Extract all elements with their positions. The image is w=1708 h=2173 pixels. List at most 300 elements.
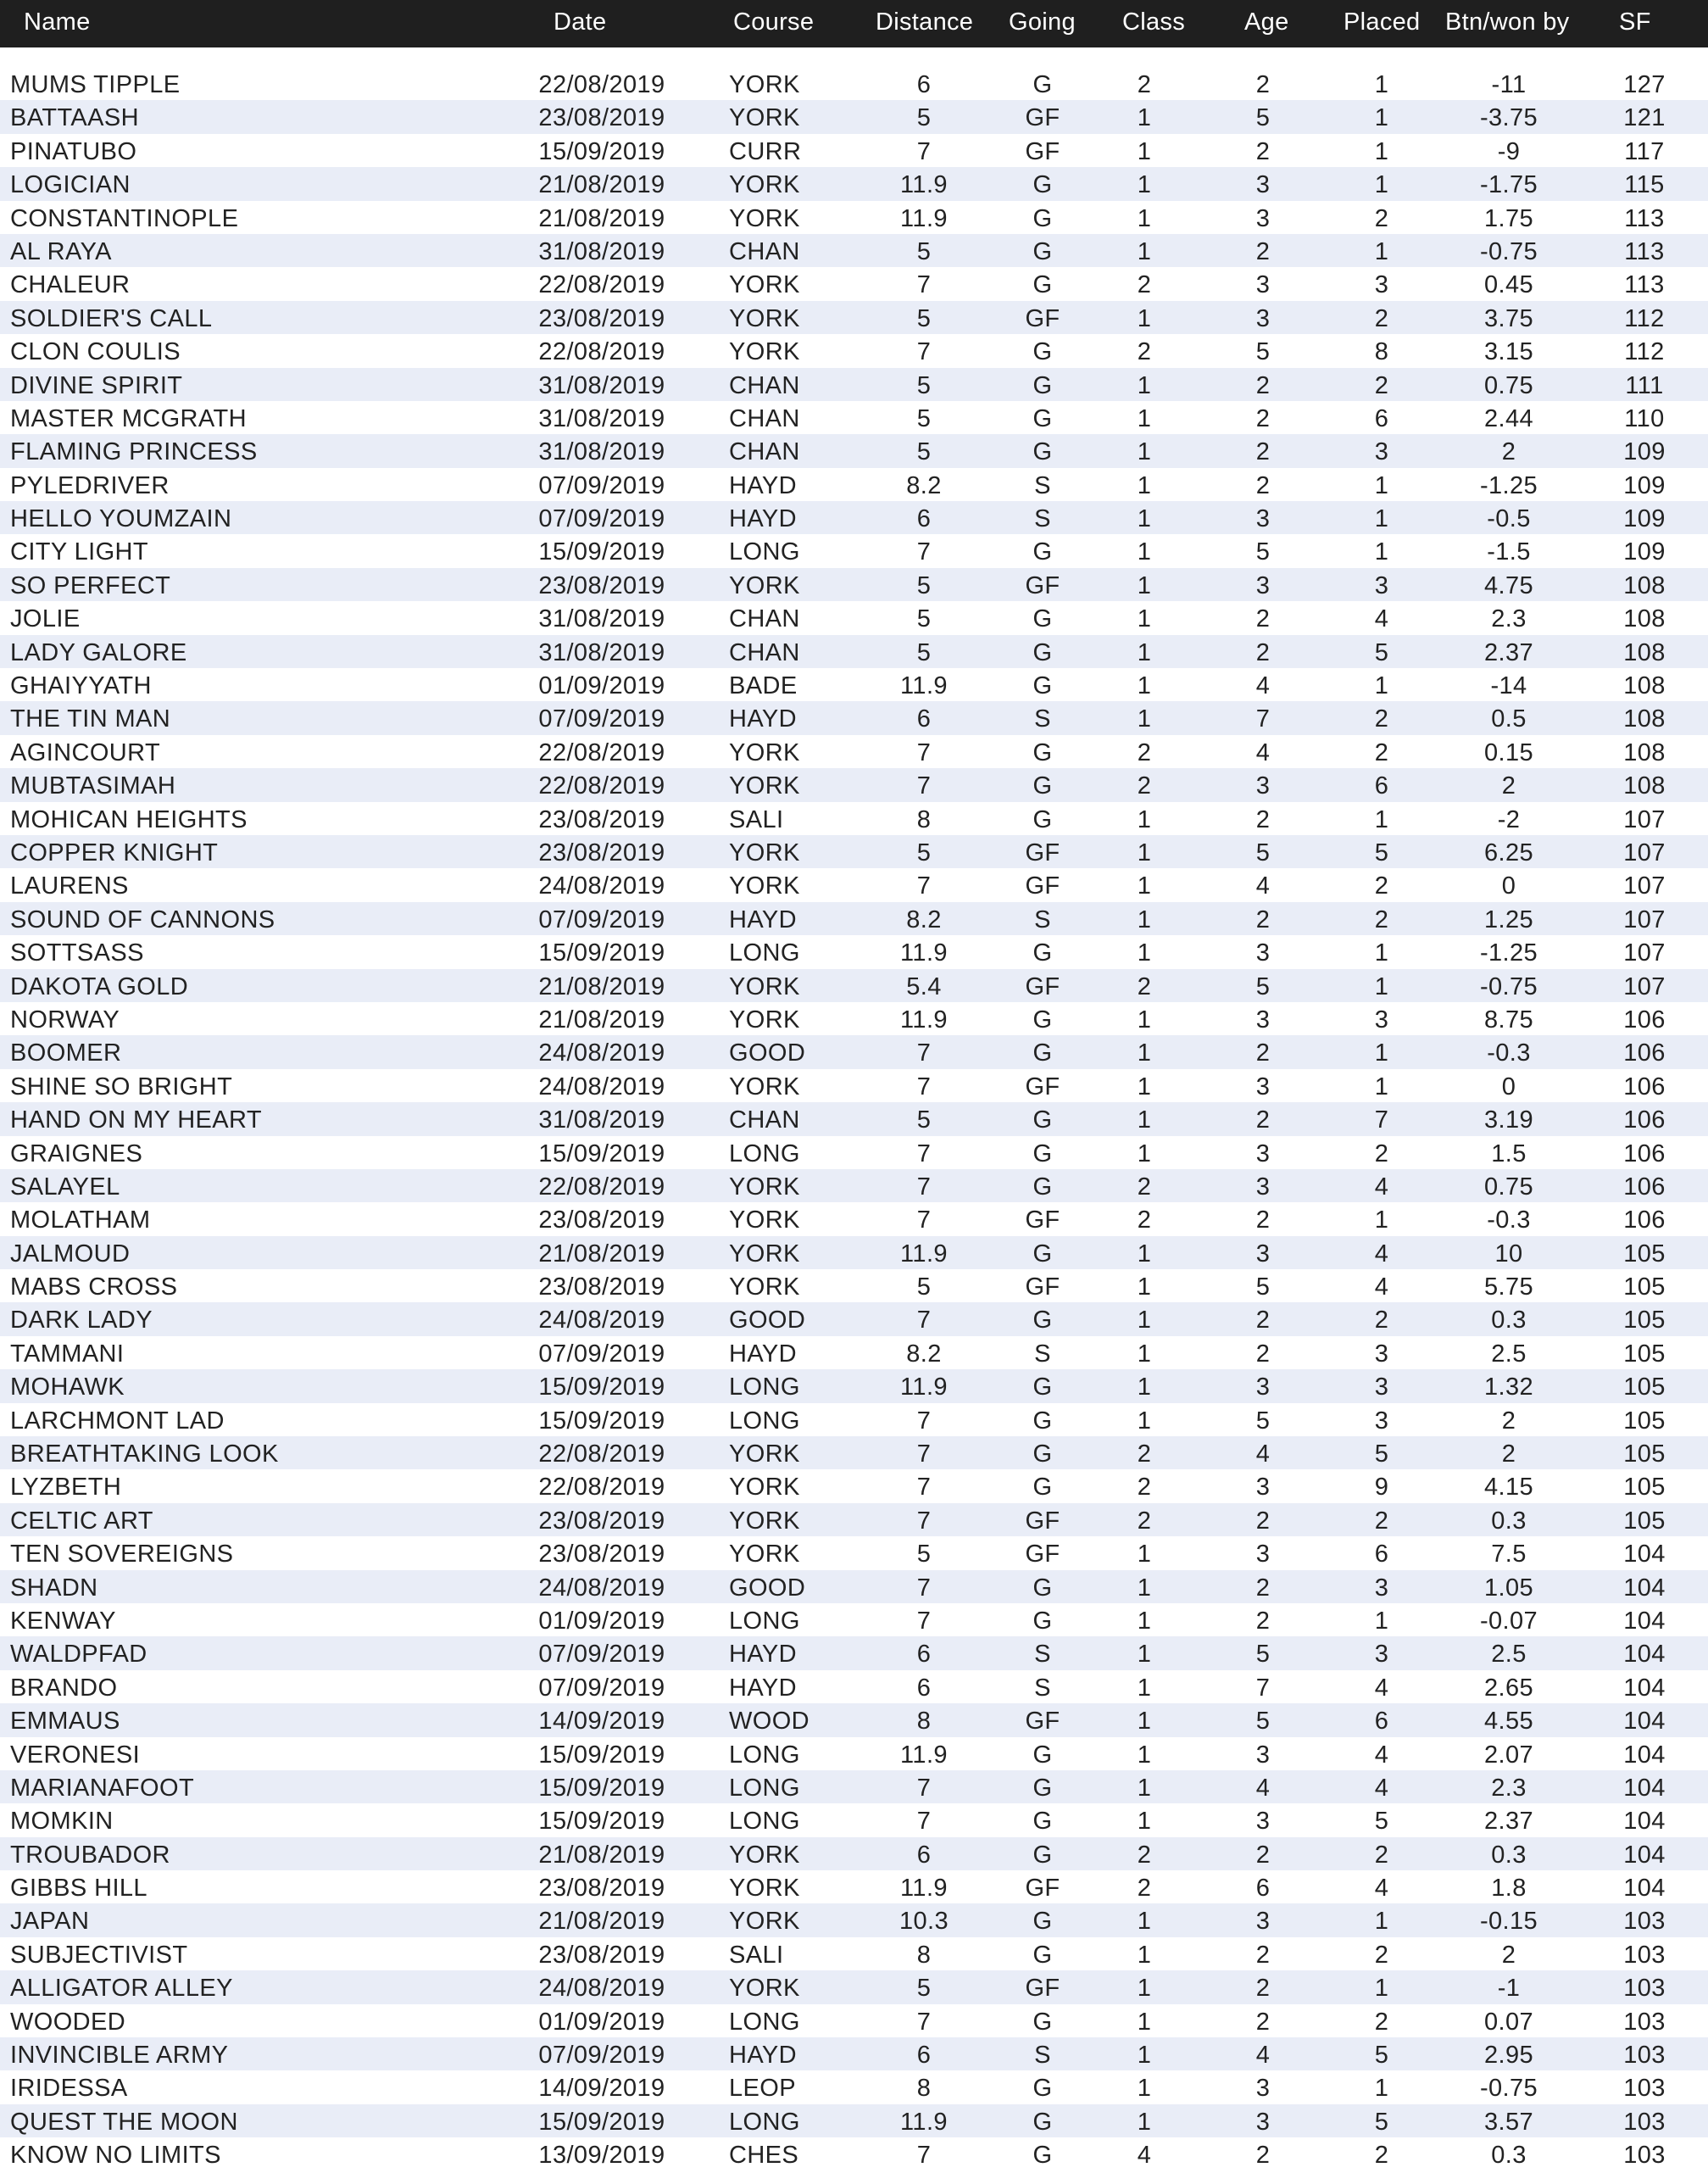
cell-course: LONG bbox=[729, 939, 800, 967]
cell-name: MASTER MCGRATH bbox=[10, 404, 247, 432]
cell-class: 1 bbox=[1137, 672, 1152, 700]
cell-placed: 8 bbox=[1374, 338, 1389, 366]
cell-name: WALDPFAD bbox=[10, 1641, 147, 1669]
cell-name: TEN SOVEREIGNS bbox=[10, 1541, 234, 1568]
cell-class: 1 bbox=[1137, 1674, 1152, 1702]
table-row[interactable] bbox=[0, 201, 1708, 234]
cell-distance: 11.9 bbox=[900, 1875, 948, 1903]
cell-course: LONG bbox=[729, 2008, 800, 2036]
cell-sf: 115 bbox=[1624, 171, 1665, 199]
cell-distance: 5 bbox=[916, 371, 932, 399]
cell-age: 3 bbox=[1255, 571, 1271, 599]
cell-btn-won-by: 0.3 bbox=[1491, 1507, 1527, 1535]
table-row[interactable] bbox=[0, 167, 1708, 200]
cell-going: S bbox=[1034, 505, 1051, 533]
cell-distance: 6 bbox=[916, 505, 932, 533]
cell-distance: 7 bbox=[916, 772, 932, 800]
table-row[interactable] bbox=[0, 301, 1708, 334]
cell-age: 3 bbox=[1255, 1373, 1271, 1401]
cell-sf: 103 bbox=[1623, 2142, 1666, 2170]
cell-placed: 2 bbox=[1374, 371, 1389, 399]
cell-course: YORK bbox=[729, 1474, 800, 1502]
table-row[interactable] bbox=[0, 401, 1708, 434]
header-distance[interactable]: Distance bbox=[876, 8, 974, 36]
cell-placed: 2 bbox=[1374, 304, 1389, 332]
cell-going: G bbox=[1032, 2075, 1053, 2103]
cell-distance: 11.9 bbox=[900, 1373, 948, 1401]
cell-date: 07/09/2019 bbox=[538, 1674, 665, 1702]
cell-age: 2 bbox=[1255, 1574, 1271, 1602]
cell-course: YORK bbox=[729, 71, 800, 98]
cell-going: G bbox=[1032, 1106, 1053, 1134]
table-row[interactable] bbox=[0, 434, 1708, 467]
cell-sf: 108 bbox=[1623, 738, 1666, 766]
cell-date: 07/09/2019 bbox=[538, 2042, 665, 2070]
table-row[interactable] bbox=[0, 267, 1708, 300]
cell-btn-won-by: -0.15 bbox=[1479, 1908, 1538, 1936]
header-name[interactable]: Name bbox=[24, 8, 91, 36]
cell-sf: 121 bbox=[1623, 104, 1666, 132]
cell-class: 2 bbox=[1137, 1474, 1152, 1502]
cell-age: 3 bbox=[1255, 2075, 1271, 2103]
table-row[interactable] bbox=[0, 1770, 1708, 1803]
table-row[interactable] bbox=[0, 2104, 1708, 2137]
cell-placed: 1 bbox=[1374, 137, 1389, 165]
cell-sf: 109 bbox=[1623, 538, 1666, 566]
cell-course: CHAN bbox=[729, 404, 800, 432]
cell-distance: 5 bbox=[916, 1975, 932, 2003]
table-row[interactable] bbox=[0, 735, 1708, 768]
cell-age: 2 bbox=[1255, 1975, 1271, 2003]
cell-placed: 3 bbox=[1374, 1407, 1389, 1435]
cell-date: 31/08/2019 bbox=[538, 438, 665, 466]
cell-name: BOOMER bbox=[10, 1039, 122, 1067]
cell-class: 1 bbox=[1137, 1073, 1152, 1100]
table-row[interactable] bbox=[0, 468, 1708, 501]
cell-btn-won-by: 0.15 bbox=[1483, 738, 1534, 766]
cell-class: 1 bbox=[1137, 1541, 1152, 1568]
cell-name: CLON COULIS bbox=[10, 338, 181, 366]
table-row[interactable] bbox=[0, 1035, 1708, 1068]
table-row[interactable] bbox=[0, 1903, 1708, 1936]
table-row[interactable] bbox=[0, 1436, 1708, 1469]
table-row[interactable] bbox=[0, 1636, 1708, 1669]
cell-going: G bbox=[1032, 1407, 1053, 1435]
cell-placed: 1 bbox=[1374, 505, 1389, 533]
cell-btn-won-by: 1.75 bbox=[1483, 204, 1534, 232]
cell-placed: 1 bbox=[1374, 104, 1389, 132]
table-row[interactable] bbox=[0, 2004, 1708, 2037]
cell-sf: 105 bbox=[1623, 1273, 1666, 1301]
cell-placed: 1 bbox=[1374, 1908, 1389, 1936]
cell-class: 1 bbox=[1137, 571, 1152, 599]
cell-going: G bbox=[1032, 237, 1053, 265]
table-row[interactable] bbox=[0, 1737, 1708, 1770]
cell-sf: 107 bbox=[1623, 805, 1666, 833]
cell-sf: 104 bbox=[1623, 1541, 1666, 1568]
table-row[interactable] bbox=[0, 1837, 1708, 1870]
cell-age: 2 bbox=[1255, 1340, 1271, 1368]
header-class[interactable]: Class bbox=[1122, 8, 1186, 36]
table-row[interactable] bbox=[0, 1369, 1708, 1402]
cell-course: HAYD bbox=[729, 471, 798, 499]
cell-placed: 2 bbox=[1374, 738, 1389, 766]
cell-btn-won-by: 4.15 bbox=[1483, 1474, 1534, 1502]
cell-placed: 1 bbox=[1374, 805, 1389, 833]
cell-distance: 11.9 bbox=[900, 1006, 948, 1034]
table-row[interactable] bbox=[0, 134, 1708, 167]
header-btn-won-by[interactable]: Btn/won by bbox=[1445, 8, 1570, 36]
cell-date: 23/08/2019 bbox=[538, 1273, 665, 1301]
cell-btn-won-by: 0 bbox=[1501, 872, 1516, 900]
cell-sf: 108 bbox=[1623, 605, 1666, 633]
table-row[interactable] bbox=[0, 1670, 1708, 1703]
cell-course: YORK bbox=[729, 1975, 800, 2003]
cell-class: 2 bbox=[1137, 1206, 1152, 1234]
cell-btn-won-by: 7.5 bbox=[1491, 1541, 1527, 1568]
cell-btn-won-by: 1.8 bbox=[1491, 1875, 1527, 1903]
cell-btn-won-by: 2 bbox=[1501, 1941, 1516, 1969]
cell-btn-won-by: 5.75 bbox=[1483, 1273, 1534, 1301]
table-row[interactable] bbox=[0, 1302, 1708, 1335]
cell-course: YORK bbox=[729, 338, 800, 366]
cell-placed: 3 bbox=[1374, 271, 1389, 299]
cell-btn-won-by: -3.75 bbox=[1479, 104, 1538, 132]
table-row[interactable] bbox=[0, 868, 1708, 901]
cell-date: 13/09/2019 bbox=[538, 2142, 665, 2170]
cell-btn-won-by: 1.32 bbox=[1483, 1373, 1534, 1401]
cell-sf: 103 bbox=[1623, 2075, 1666, 2103]
cell-distance: 6 bbox=[916, 1674, 932, 1702]
cell-btn-won-by: -1.75 bbox=[1479, 171, 1538, 199]
cell-class: 1 bbox=[1137, 1808, 1152, 1836]
cell-class: 1 bbox=[1137, 705, 1152, 733]
cell-course: LONG bbox=[729, 1741, 800, 1769]
cell-class: 1 bbox=[1137, 204, 1152, 232]
cell-class: 1 bbox=[1137, 1607, 1152, 1635]
table-row[interactable] bbox=[0, 1136, 1708, 1169]
table-row[interactable] bbox=[0, 1870, 1708, 1903]
cell-age: 3 bbox=[1255, 1006, 1271, 1034]
cell-class: 1 bbox=[1137, 1240, 1152, 1268]
cell-course: HAYD bbox=[729, 505, 798, 533]
cell-name: INVINCIBLE ARMY bbox=[10, 2042, 229, 2070]
cell-placed: 1 bbox=[1374, 471, 1389, 499]
cell-distance: 5 bbox=[916, 304, 932, 332]
header-placed[interactable]: Placed bbox=[1344, 8, 1421, 36]
cell-date: 23/08/2019 bbox=[538, 304, 665, 332]
cell-name: WOODED bbox=[10, 2008, 126, 2036]
table-row[interactable] bbox=[0, 234, 1708, 267]
cell-date: 23/08/2019 bbox=[538, 1206, 665, 1234]
cell-btn-won-by: 3.19 bbox=[1483, 1106, 1534, 1134]
cell-sf: 113 bbox=[1624, 204, 1665, 232]
cell-distance: 6 bbox=[916, 705, 932, 733]
cell-placed: 3 bbox=[1374, 571, 1389, 599]
cell-date: 23/08/2019 bbox=[538, 104, 665, 132]
cell-course: CHAN bbox=[729, 237, 800, 265]
cell-age: 3 bbox=[1255, 1908, 1271, 1936]
cell-age: 7 bbox=[1255, 1674, 1271, 1702]
cell-distance: 7 bbox=[916, 1206, 932, 1234]
cell-name: MARIANAFOOT bbox=[10, 1774, 195, 1802]
cell-distance: 11.9 bbox=[900, 2108, 948, 2136]
cell-btn-won-by: 6.25 bbox=[1483, 839, 1534, 866]
table-row[interactable] bbox=[0, 1937, 1708, 1970]
cell-date: 23/08/2019 bbox=[538, 1875, 665, 1903]
cell-going: S bbox=[1034, 471, 1051, 499]
cell-distance: 6 bbox=[916, 2042, 932, 2070]
cell-going: G bbox=[1032, 538, 1053, 566]
cell-course: YORK bbox=[729, 171, 800, 199]
cell-going: S bbox=[1034, 705, 1051, 733]
cell-name: SO PERFECT bbox=[10, 571, 171, 599]
cell-going: GF bbox=[1025, 1541, 1060, 1568]
cell-distance: 8.2 bbox=[906, 905, 942, 933]
header-age[interactable]: Age bbox=[1244, 8, 1289, 36]
cell-class: 2 bbox=[1137, 1875, 1152, 1903]
cell-age: 4 bbox=[1255, 2042, 1271, 2070]
cell-distance: 8 bbox=[916, 2075, 932, 2103]
cell-going: G bbox=[1032, 1908, 1053, 1936]
cell-age: 2 bbox=[1255, 1307, 1271, 1334]
cell-going: G bbox=[1032, 1139, 1053, 1167]
cell-age: 3 bbox=[1255, 1741, 1271, 1769]
cell-date: 07/09/2019 bbox=[538, 705, 665, 733]
table-row[interactable] bbox=[0, 67, 1708, 100]
table-row[interactable] bbox=[0, 1536, 1708, 1569]
cell-age: 2 bbox=[1255, 137, 1271, 165]
cell-btn-won-by: 2.07 bbox=[1483, 1741, 1534, 1769]
cell-name: SOTTSASS bbox=[10, 939, 144, 967]
table-row[interactable] bbox=[0, 501, 1708, 534]
table-row[interactable] bbox=[0, 1202, 1708, 1235]
cell-going: G bbox=[1032, 1373, 1053, 1401]
table-row[interactable] bbox=[0, 1269, 1708, 1302]
cell-name: GRAIGNES bbox=[10, 1139, 143, 1167]
cell-distance: 7 bbox=[916, 1440, 932, 1468]
table-row[interactable] bbox=[0, 802, 1708, 835]
cell-placed: 2 bbox=[1374, 705, 1389, 733]
cell-date: 07/09/2019 bbox=[538, 471, 665, 499]
cell-placed: 1 bbox=[1374, 939, 1389, 967]
cell-sf: 105 bbox=[1623, 1307, 1666, 1334]
cell-btn-won-by: 2 bbox=[1501, 1440, 1516, 1468]
cell-date: 14/09/2019 bbox=[538, 2075, 665, 2103]
cell-going: G bbox=[1032, 204, 1053, 232]
table-row[interactable] bbox=[0, 1403, 1708, 1436]
cell-sf: 106 bbox=[1623, 1106, 1666, 1134]
cell-course: CHAN bbox=[729, 438, 800, 466]
cell-age: 5 bbox=[1255, 839, 1271, 866]
cell-distance: 10.3 bbox=[899, 1908, 949, 1936]
cell-going: S bbox=[1034, 2042, 1051, 2070]
cell-name: LOGICIAN bbox=[10, 171, 131, 199]
table-row[interactable] bbox=[0, 368, 1708, 401]
cell-distance: 5 bbox=[916, 638, 932, 666]
cell-name: THE TIN MAN bbox=[10, 705, 171, 733]
header-sf[interactable]: SF bbox=[1619, 8, 1651, 36]
cell-class: 1 bbox=[1137, 438, 1152, 466]
cell-going: G bbox=[1032, 1774, 1053, 1802]
cell-name: GHAIYYATH bbox=[10, 672, 152, 700]
cell-date: 01/09/2019 bbox=[538, 1607, 665, 1635]
cell-sf: 107 bbox=[1623, 872, 1666, 900]
cell-going: S bbox=[1034, 1674, 1051, 1702]
cell-going: G bbox=[1032, 1941, 1053, 1969]
cell-date: 23/08/2019 bbox=[538, 1507, 665, 1535]
cell-age: 3 bbox=[1255, 1073, 1271, 1100]
table-row[interactable] bbox=[0, 2070, 1708, 2103]
cell-class: 1 bbox=[1137, 1908, 1152, 1936]
cell-age: 2 bbox=[1255, 1106, 1271, 1134]
cell-btn-won-by: 0.75 bbox=[1483, 1173, 1534, 1201]
table-row[interactable] bbox=[0, 1336, 1708, 1369]
table-row[interactable] bbox=[0, 668, 1708, 701]
cell-course: WOOD bbox=[729, 1708, 810, 1736]
cell-age: 2 bbox=[1255, 905, 1271, 933]
cell-name: SALAYEL bbox=[10, 1173, 120, 1201]
cell-class: 2 bbox=[1137, 1440, 1152, 1468]
cell-placed: 7 bbox=[1374, 1106, 1389, 1134]
cell-name: NORWAY bbox=[10, 1006, 120, 1034]
cell-btn-won-by: 2 bbox=[1501, 438, 1516, 466]
cell-class: 1 bbox=[1137, 1039, 1152, 1067]
cell-going: G bbox=[1032, 638, 1053, 666]
table-row[interactable] bbox=[0, 1102, 1708, 1135]
cell-distance: 8 bbox=[916, 805, 932, 833]
cell-course: HAYD bbox=[729, 1641, 798, 1669]
table-row[interactable] bbox=[0, 935, 1708, 968]
table-row[interactable] bbox=[0, 334, 1708, 367]
table-row[interactable] bbox=[0, 2037, 1708, 2070]
cell-btn-won-by: 2.44 bbox=[1483, 404, 1534, 432]
table-row[interactable] bbox=[0, 1469, 1708, 1502]
cell-age: 2 bbox=[1255, 404, 1271, 432]
cell-going: G bbox=[1032, 1574, 1053, 1602]
table-row[interactable] bbox=[0, 701, 1708, 734]
table-row[interactable] bbox=[0, 1970, 1708, 2003]
cell-sf: 108 bbox=[1623, 571, 1666, 599]
cell-distance: 7 bbox=[916, 1073, 932, 1100]
cell-sf: 111 bbox=[1625, 371, 1664, 399]
table-row[interactable] bbox=[0, 902, 1708, 935]
cell-going: G bbox=[1032, 371, 1053, 399]
cell-name: LYZBETH bbox=[10, 1474, 122, 1502]
cell-going: GF bbox=[1025, 571, 1060, 599]
header-date[interactable]: Date bbox=[554, 8, 607, 36]
cell-going: GF bbox=[1025, 872, 1060, 900]
cell-course: LONG bbox=[729, 1808, 800, 1836]
cell-name: BRANDO bbox=[10, 1674, 118, 1702]
cell-age: 4 bbox=[1255, 1774, 1271, 1802]
cell-distance: 7 bbox=[916, 271, 932, 299]
cell-going: G bbox=[1032, 2142, 1053, 2170]
cell-class: 1 bbox=[1137, 1574, 1152, 1602]
cell-sf: 107 bbox=[1623, 905, 1666, 933]
table-row[interactable] bbox=[0, 1703, 1708, 1736]
cell-course: YORK bbox=[729, 1240, 800, 1268]
cell-course: CURR bbox=[729, 137, 802, 165]
cell-going: GF bbox=[1025, 839, 1060, 866]
cell-going: G bbox=[1032, 1307, 1053, 1334]
cell-course: LONG bbox=[729, 1774, 800, 1802]
table-row[interactable] bbox=[0, 601, 1708, 634]
cell-sf: 103 bbox=[1623, 1975, 1666, 2003]
cell-name: MOLATHAM bbox=[10, 1206, 151, 1234]
cell-distance: 7 bbox=[916, 1139, 932, 1167]
cell-age: 2 bbox=[1255, 471, 1271, 499]
cell-btn-won-by: 2 bbox=[1501, 772, 1516, 800]
table-row[interactable] bbox=[0, 835, 1708, 868]
cell-sf: 113 bbox=[1624, 237, 1665, 265]
cell-age: 2 bbox=[1255, 2142, 1271, 2170]
table-row[interactable] bbox=[0, 1169, 1708, 1202]
table-row[interactable] bbox=[0, 1603, 1708, 1636]
cell-class: 1 bbox=[1137, 237, 1152, 265]
table-row[interactable] bbox=[0, 635, 1708, 668]
cell-date: 14/09/2019 bbox=[538, 1708, 665, 1736]
cell-sf: 105 bbox=[1623, 1240, 1666, 1268]
cell-btn-won-by: 3.57 bbox=[1483, 2108, 1534, 2136]
cell-course: YORK bbox=[729, 1073, 800, 1100]
cell-name: LAURENS bbox=[10, 872, 129, 900]
cell-course: YORK bbox=[729, 104, 800, 132]
table-row[interactable] bbox=[0, 568, 1708, 601]
cell-btn-won-by: 2.37 bbox=[1483, 638, 1534, 666]
cell-date: 24/08/2019 bbox=[538, 1073, 665, 1100]
table-row[interactable] bbox=[0, 1570, 1708, 1603]
cell-name: AGINCOURT bbox=[10, 738, 161, 766]
cell-sf: 103 bbox=[1623, 2008, 1666, 2036]
table-row[interactable] bbox=[0, 1069, 1708, 1102]
table-row[interactable] bbox=[0, 1503, 1708, 1536]
table-row[interactable] bbox=[0, 969, 1708, 1002]
cell-btn-won-by: -11 bbox=[1491, 71, 1527, 98]
cell-course: YORK bbox=[729, 1440, 800, 1468]
header-going[interactable]: Going bbox=[1009, 8, 1076, 36]
cell-placed: 4 bbox=[1374, 1741, 1389, 1769]
table-row[interactable] bbox=[0, 100, 1708, 133]
cell-course: SALI bbox=[729, 1941, 784, 1969]
cell-course: LONG bbox=[729, 1373, 800, 1401]
table-row[interactable] bbox=[0, 1803, 1708, 1836]
cell-going: G bbox=[1032, 1607, 1053, 1635]
cell-sf: 105 bbox=[1623, 1373, 1666, 1401]
cell-date: 22/08/2019 bbox=[538, 1440, 665, 1468]
table-row[interactable] bbox=[0, 534, 1708, 567]
table-row[interactable] bbox=[0, 1236, 1708, 1269]
cell-age: 4 bbox=[1255, 872, 1271, 900]
cell-course: YORK bbox=[729, 738, 800, 766]
cell-course: YORK bbox=[729, 772, 800, 800]
table-row[interactable] bbox=[0, 2137, 1708, 2170]
cell-name: HELLO YOUMZAIN bbox=[10, 505, 232, 533]
table-row[interactable] bbox=[0, 1002, 1708, 1035]
cell-class: 1 bbox=[1137, 104, 1152, 132]
cell-class: 1 bbox=[1137, 538, 1152, 566]
cell-sf: 105 bbox=[1623, 1440, 1666, 1468]
header-course[interactable]: Course bbox=[733, 8, 815, 36]
cell-class: 1 bbox=[1137, 1975, 1152, 2003]
cell-placed: 2 bbox=[1374, 204, 1389, 232]
cell-name: SUBJECTIVIST bbox=[10, 1941, 188, 1969]
table-row[interactable] bbox=[0, 768, 1708, 801]
cell-btn-won-by: 10 bbox=[1494, 1240, 1523, 1268]
cell-sf: 104 bbox=[1623, 1641, 1666, 1669]
cell-distance: 5 bbox=[916, 839, 932, 866]
cell-date: 31/08/2019 bbox=[538, 404, 665, 432]
